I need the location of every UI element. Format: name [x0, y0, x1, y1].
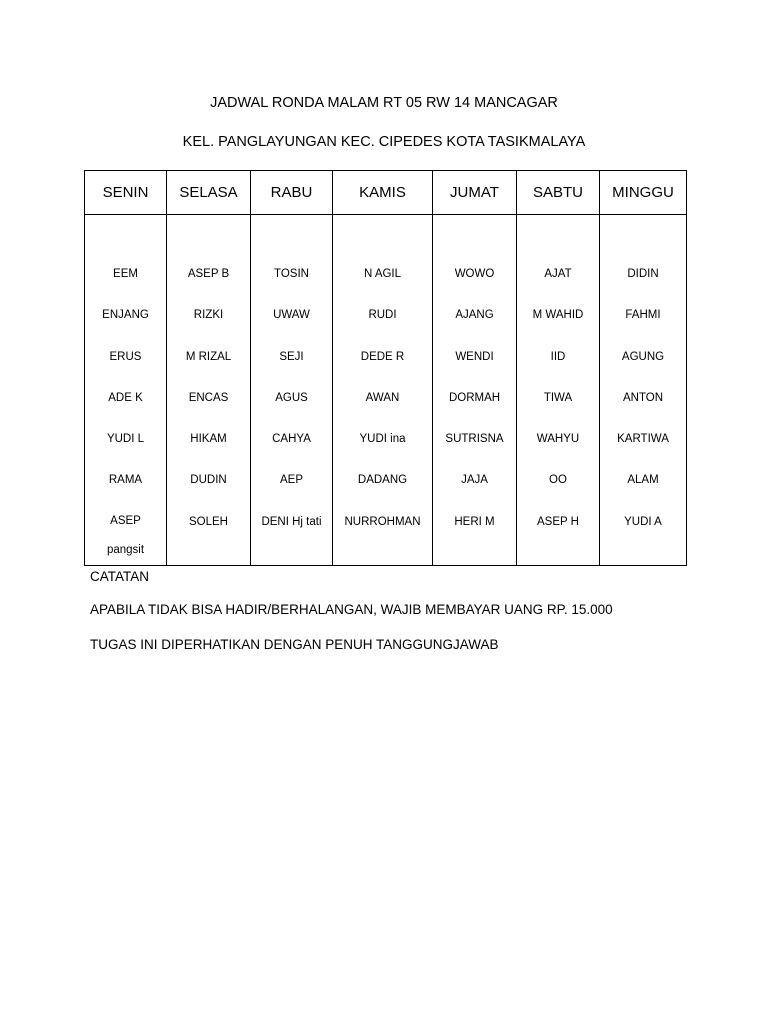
schedule-name: DENI Hj tati [261, 515, 322, 528]
schedule-name: EEM [113, 268, 138, 280]
name-list [600, 215, 686, 558]
document-subtitle: KEL. PANGLAYUNGAN KEC. CIPEDES KOTA TASIKMALAYA [182, 134, 586, 150]
schedule-name: ASEP B [187, 268, 230, 280]
schedule-name: M WAHID [532, 309, 584, 322]
schedule-name: N AGIL [363, 268, 402, 280]
day-header-sabtu: SABTU [517, 171, 600, 215]
schedule-name: AGUNG [621, 350, 665, 363]
schedule-name: DADANG [357, 474, 408, 487]
schedule-name: NURROHMAN [344, 515, 421, 528]
schedule-name: M RIZAL [185, 350, 232, 363]
name-list [167, 215, 250, 558]
names-row [85, 215, 687, 566]
schedule-name: AEP [279, 474, 303, 487]
schedule-name: DORMAH [448, 391, 501, 404]
name-list [333, 215, 432, 558]
schedule-name: RIZKI [193, 309, 224, 322]
schedule-name: AJANG [455, 309, 494, 322]
schedule-name: YUDI L [106, 433, 145, 446]
day-header-jumat: JUMAT [433, 171, 517, 215]
day-header-rabu: RABU [251, 171, 333, 215]
name-list [517, 215, 599, 558]
schedule-name: WENDI [455, 350, 494, 363]
day-cell [600, 215, 687, 566]
notes-line: APABILA TIDAK BISA HADIR/BERHALANGAN, WAJIB MEMBAYAR UANG RP. 15.000 [90, 602, 613, 617]
schedule-name: AJAT [544, 268, 572, 280]
day-cell [85, 215, 167, 566]
schedule-name: ANTON [622, 391, 664, 404]
schedule-name: ASEP H [537, 515, 579, 528]
day-cell [251, 215, 333, 566]
schedule-table [84, 170, 687, 566]
schedule-name: RUDI [368, 309, 397, 322]
notes-line: TUGAS INI DIPERHATIKAN DENGAN PENUH TANGGUNGJAWAB [90, 637, 499, 652]
schedule-name: YUDI A [624, 515, 662, 528]
day-header-minggu: MINGGU [600, 171, 687, 215]
day-header-selasa: SELASA [167, 171, 251, 215]
schedule-name: FAHMI [625, 309, 661, 322]
schedule-name: AWAN [365, 391, 400, 404]
day-cell [433, 215, 517, 566]
document-title: JADWAL RONDA MALAM RT 05 RW 14 MANCAGAR [210, 95, 558, 111]
day-cell [333, 215, 433, 566]
notes-heading: CATATAN [90, 569, 149, 584]
name-list [85, 215, 166, 565]
schedule-name: UWAW [273, 309, 310, 322]
day-header-kamis: KAMIS [333, 171, 433, 215]
schedule-name: WOWO [454, 268, 495, 280]
schedule-name: TOSIN [274, 268, 309, 280]
schedule-name: OO [549, 474, 567, 487]
header-row [85, 171, 687, 215]
schedule-name: DEDE R [360, 350, 405, 363]
schedule-name: SEJI [279, 350, 304, 363]
schedule-name: ALAM [627, 474, 659, 487]
schedule-name: SUTRISNA [445, 433, 504, 446]
schedule-name: JAJA [461, 474, 488, 487]
schedule-name: ENCAS [188, 391, 229, 404]
schedule-name: KARTIWA [617, 433, 669, 446]
name-list [433, 215, 516, 558]
schedule-name: IID [550, 350, 566, 363]
day-cell [517, 215, 600, 566]
schedule-name: RAMA [108, 474, 143, 487]
name-list [251, 215, 332, 558]
schedule-name: CAHYA [272, 433, 311, 446]
schedule-name: TIWA [543, 391, 573, 404]
schedule-name: WAHYU [536, 433, 580, 446]
day-cell [167, 215, 251, 566]
schedule-name: ASEP pangsit [106, 514, 145, 556]
schedule-name: HIKAM [190, 433, 227, 446]
day-header-senin: SENIN [85, 171, 167, 215]
schedule-name: YUDI ina [359, 433, 406, 446]
schedule-name: HERI M [454, 515, 495, 528]
schedule-name: SOLEH [189, 515, 228, 528]
schedule-name: AGUS [275, 391, 308, 404]
schedule-name: ERUS [109, 350, 142, 363]
schedule-name: ADE K [108, 391, 143, 404]
schedule-name: ENJANG [102, 309, 149, 322]
schedule-name: DUDIN [190, 474, 227, 487]
schedule-name: DIDIN [627, 268, 659, 280]
